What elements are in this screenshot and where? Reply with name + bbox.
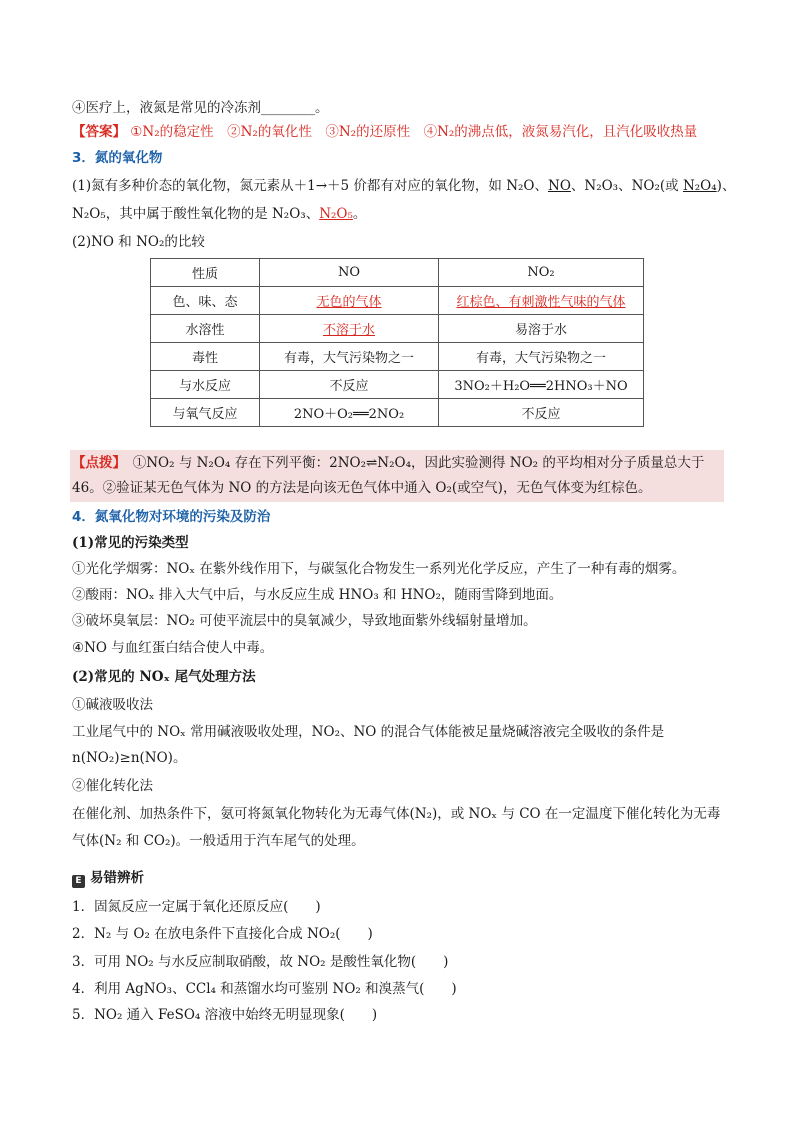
pollution-item-4: ④NO 与血红蛋白结合使人中毒。: [72, 640, 274, 656]
table-cell: 2NO＋O₂══2NO₂: [260, 399, 439, 427]
method-1-title: ①碱液吸收法: [72, 697, 153, 713]
section-4-title: 4．氮氧化物对环境的污染及防治: [72, 509, 271, 525]
sec4-sub-1: (1)常见的污染类型: [72, 535, 189, 551]
error-item: 2．N₂ 与 O₂ 在放电条件下直接化合成 NO₂( ): [72, 926, 373, 942]
method-2-title: ②催化转化法: [72, 778, 153, 794]
table-cell: [439, 287, 644, 315]
p1-text-b: 、N₂O₃、NO₂(或: [570, 178, 683, 194]
pollution-item-2: ②酸雨：NOₓ 排入大气中后，与水反应生成 HNO₃ 和 HNO₂，随雨雪降到地面。: [72, 587, 563, 603]
table-cell: 水溶性: [151, 315, 260, 343]
table-cell: [260, 315, 439, 343]
table-row: [151, 343, 644, 371]
table-header-cell: NO: [260, 259, 439, 287]
table-cell: 与氧气反应: [151, 399, 260, 427]
method-1-line-1: 工业尾气中的 NOₓ 常用碱液吸收处理，NO₂、NO 的混合气体能被足量烧碱溶液完全吸收的条件是: [72, 724, 665, 740]
p1-text-c: )、: [716, 178, 736, 194]
table-cell: 与水反应: [151, 371, 260, 399]
p1-line2-b: 。: [352, 206, 367, 222]
pollution-item-1: ①光化学烟雾：NOₓ 在紫外线作用下，与碳氢化合物发生一系列光化学反应，产生了一种有毒的烟雾。: [72, 561, 686, 577]
p1-no: NO: [548, 178, 571, 194]
table-cell: 有毒，大气污染物之一: [260, 343, 439, 371]
hint-line-1: [72, 453, 724, 473]
method-1-line-2: n(NO₂)≥n(NO)。: [72, 750, 187, 766]
item-4: ④医疗上，液氮是常见的冷冻剂________。: [72, 100, 329, 116]
table-cell-red: 无色的气体: [316, 295, 382, 310]
sec3-paragraph-1: [72, 176, 736, 196]
hint-line-2: 46。②验证某无色气体为 NO 的方法是向该无色气体中通入 O₂(或空气)，无色气体变为红棕色。: [72, 480, 652, 496]
answer-text: ①N₂的稳定性 ②N₂的氧化性 ③N₂的还原性 ④N₂的沸点低，液氮易汽化，且汽化吸收热量: [130, 124, 698, 140]
table-header-cell: NO₂: [439, 259, 644, 287]
errors-heading: [72, 868, 724, 888]
sec3-paragraph-1-line2: [72, 204, 724, 224]
table-cell: 有毒，大气污染物之一: [439, 343, 644, 371]
errors-title: 易错辨析: [90, 870, 144, 886]
error-item: 3．可用 NO₂ 与水反应制取硝酸，故 NO₂ 是酸性氧化物( ): [72, 954, 449, 970]
p1-n2o4: N₂O₄: [682, 178, 717, 194]
table-cell: 毒性: [151, 343, 260, 371]
hint-text-1: ①NO₂ 与 N₂O₄ 存在下列平衡：2NO₂⇌N₂O₄，因此实验测得 NO₂ 的平均相对分子质量总大于: [119, 455, 705, 471]
method-2-line-1: 在催化剂、加热条件下，氨可将氮氧化物转化为无毒气体(N₂)，或 NOₓ 与 CO 在一定温度下催化转化为无毒: [72, 806, 721, 822]
p1-line2-a: N₂O₅，其中属于酸性氧化物的是 N₂O₃、: [72, 206, 320, 222]
table-row: [151, 399, 644, 427]
table-cell: 色、味、态: [151, 287, 260, 315]
p1-line2-red: N₂O₅: [319, 206, 353, 222]
p1-text-a: (1)氮有多种价态的氧化物，氮元素从＋1→＋5 价都有对应的氧化物，如 N₂O、: [72, 178, 548, 194]
error-item: 4．利用 AgNO₃、CCl₄ 和蒸馏水均可鉴别 NO₂ 和溴蒸气( ): [72, 981, 457, 997]
sec3-paragraph-2: (2)NO 和 NO₂的比较: [72, 234, 205, 250]
comparison-table: [150, 258, 644, 427]
table-cell-red: 红棕色、有刺激性气味的气体: [456, 295, 626, 310]
table-cell: [260, 287, 439, 315]
table-cell: 不反应: [260, 371, 439, 399]
answer-line: [72, 122, 724, 142]
table-row: [151, 371, 644, 399]
table-cell: 不反应: [439, 399, 644, 427]
table-row: [151, 315, 644, 343]
table-header-row: [151, 259, 644, 287]
table-header-cell: 性质: [151, 259, 260, 287]
error-item: 1．固氮反应一定属于氧化还原反应( ): [72, 899, 321, 915]
pollution-item-3: ③破坏臭氧层：NO₂ 可使平流层中的臭氧减少，导致地面紫外线辐射量增加。: [72, 613, 537, 629]
table-row: [151, 287, 644, 315]
sec4-sub-2: (2)常见的 NOₓ 尾气处理方法: [72, 669, 256, 685]
table-cell-red: 不溶于水: [322, 323, 375, 338]
table-cell: 3NO₂＋H₂O══2HNO₃＋NO: [439, 371, 644, 399]
method-2-line-2: 气体(N₂ 和 CO₂)。一般适用于汽车尾气的处理。: [72, 833, 365, 849]
error-item: 5．NO₂ 通入 FeSO₄ 溶液中始终无明显现象( ): [72, 1007, 378, 1023]
hint-tag: 【点拨】: [72, 455, 120, 471]
errors-icon: E: [72, 875, 85, 888]
section-3-title: 3．氮的氧化物: [72, 150, 163, 166]
table-cell: 易溶于水: [439, 315, 644, 343]
answer-tag: 【答案】: [72, 124, 126, 140]
